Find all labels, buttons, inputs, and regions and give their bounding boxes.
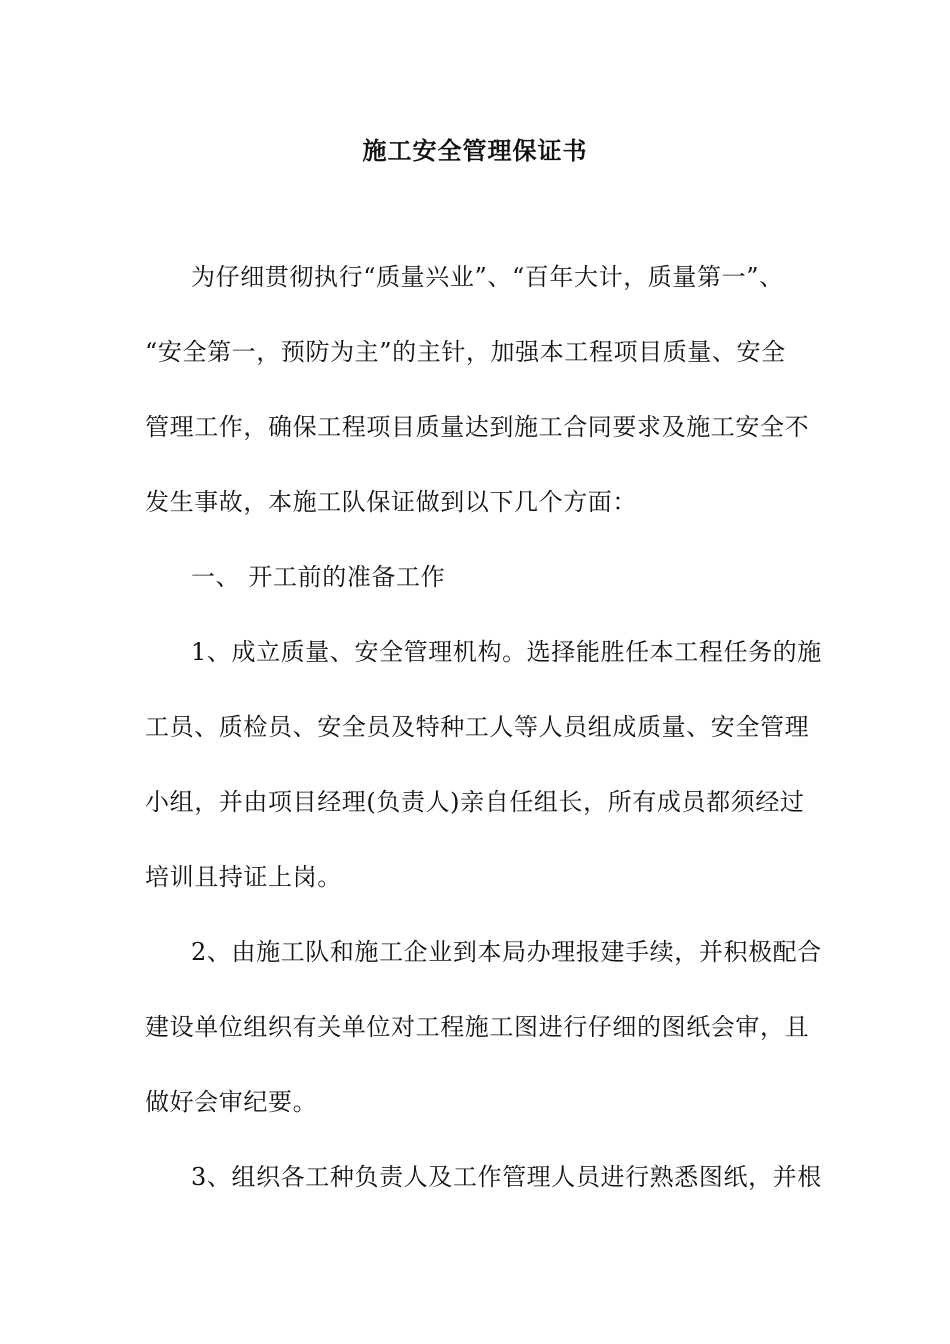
paragraph-line-9: 培训且持证上岗。 — [145, 863, 342, 891]
paragraph-line-12: 做好会审纪要。 — [145, 1088, 318, 1116]
paragraph-line-4: 发生事故，本施工队保证做到以下几个方面： — [145, 488, 637, 516]
paragraph-line-1: 为仔细贯彻执行“质量兴业”、“百年大计，质量第一”、 — [191, 263, 784, 291]
paragraph-line-11: 建设单位组织有关单位对工程施工图进行仔细的图纸会审，且 — [145, 1013, 810, 1041]
paragraph-line-7: 工员、质检员、安全员及特种工人等人员组成质量、安全管理 — [145, 713, 810, 741]
paragraph-line-6: 1、成立质量、安全管理机构。选择能胜任本工程任务的施 — [191, 638, 822, 666]
paragraph-line-3: 管理工作，确保工程项目质量达到施工合同要求及施工安全不 — [145, 413, 810, 441]
paragraph-line-8: 小组，并由项目经理(负责人)亲自任组长，所有成员都须经过 — [145, 788, 805, 816]
section-heading: 一、 开工前的准备工作 — [191, 563, 446, 591]
paragraph-line-2: “安全第一，预防为主”的主针，加强本工程项目质量、安全 — [145, 338, 786, 366]
paragraph-line-10: 2、由施工队和施工企业到本局办理报建手续，并积极配合 — [191, 938, 822, 966]
document-title: 施工安全管理保证书 — [362, 136, 588, 165]
paragraph-line-13: 3、组织各工种负责人及工作管理人员进行熟悉图纸，并根 — [191, 1163, 822, 1191]
